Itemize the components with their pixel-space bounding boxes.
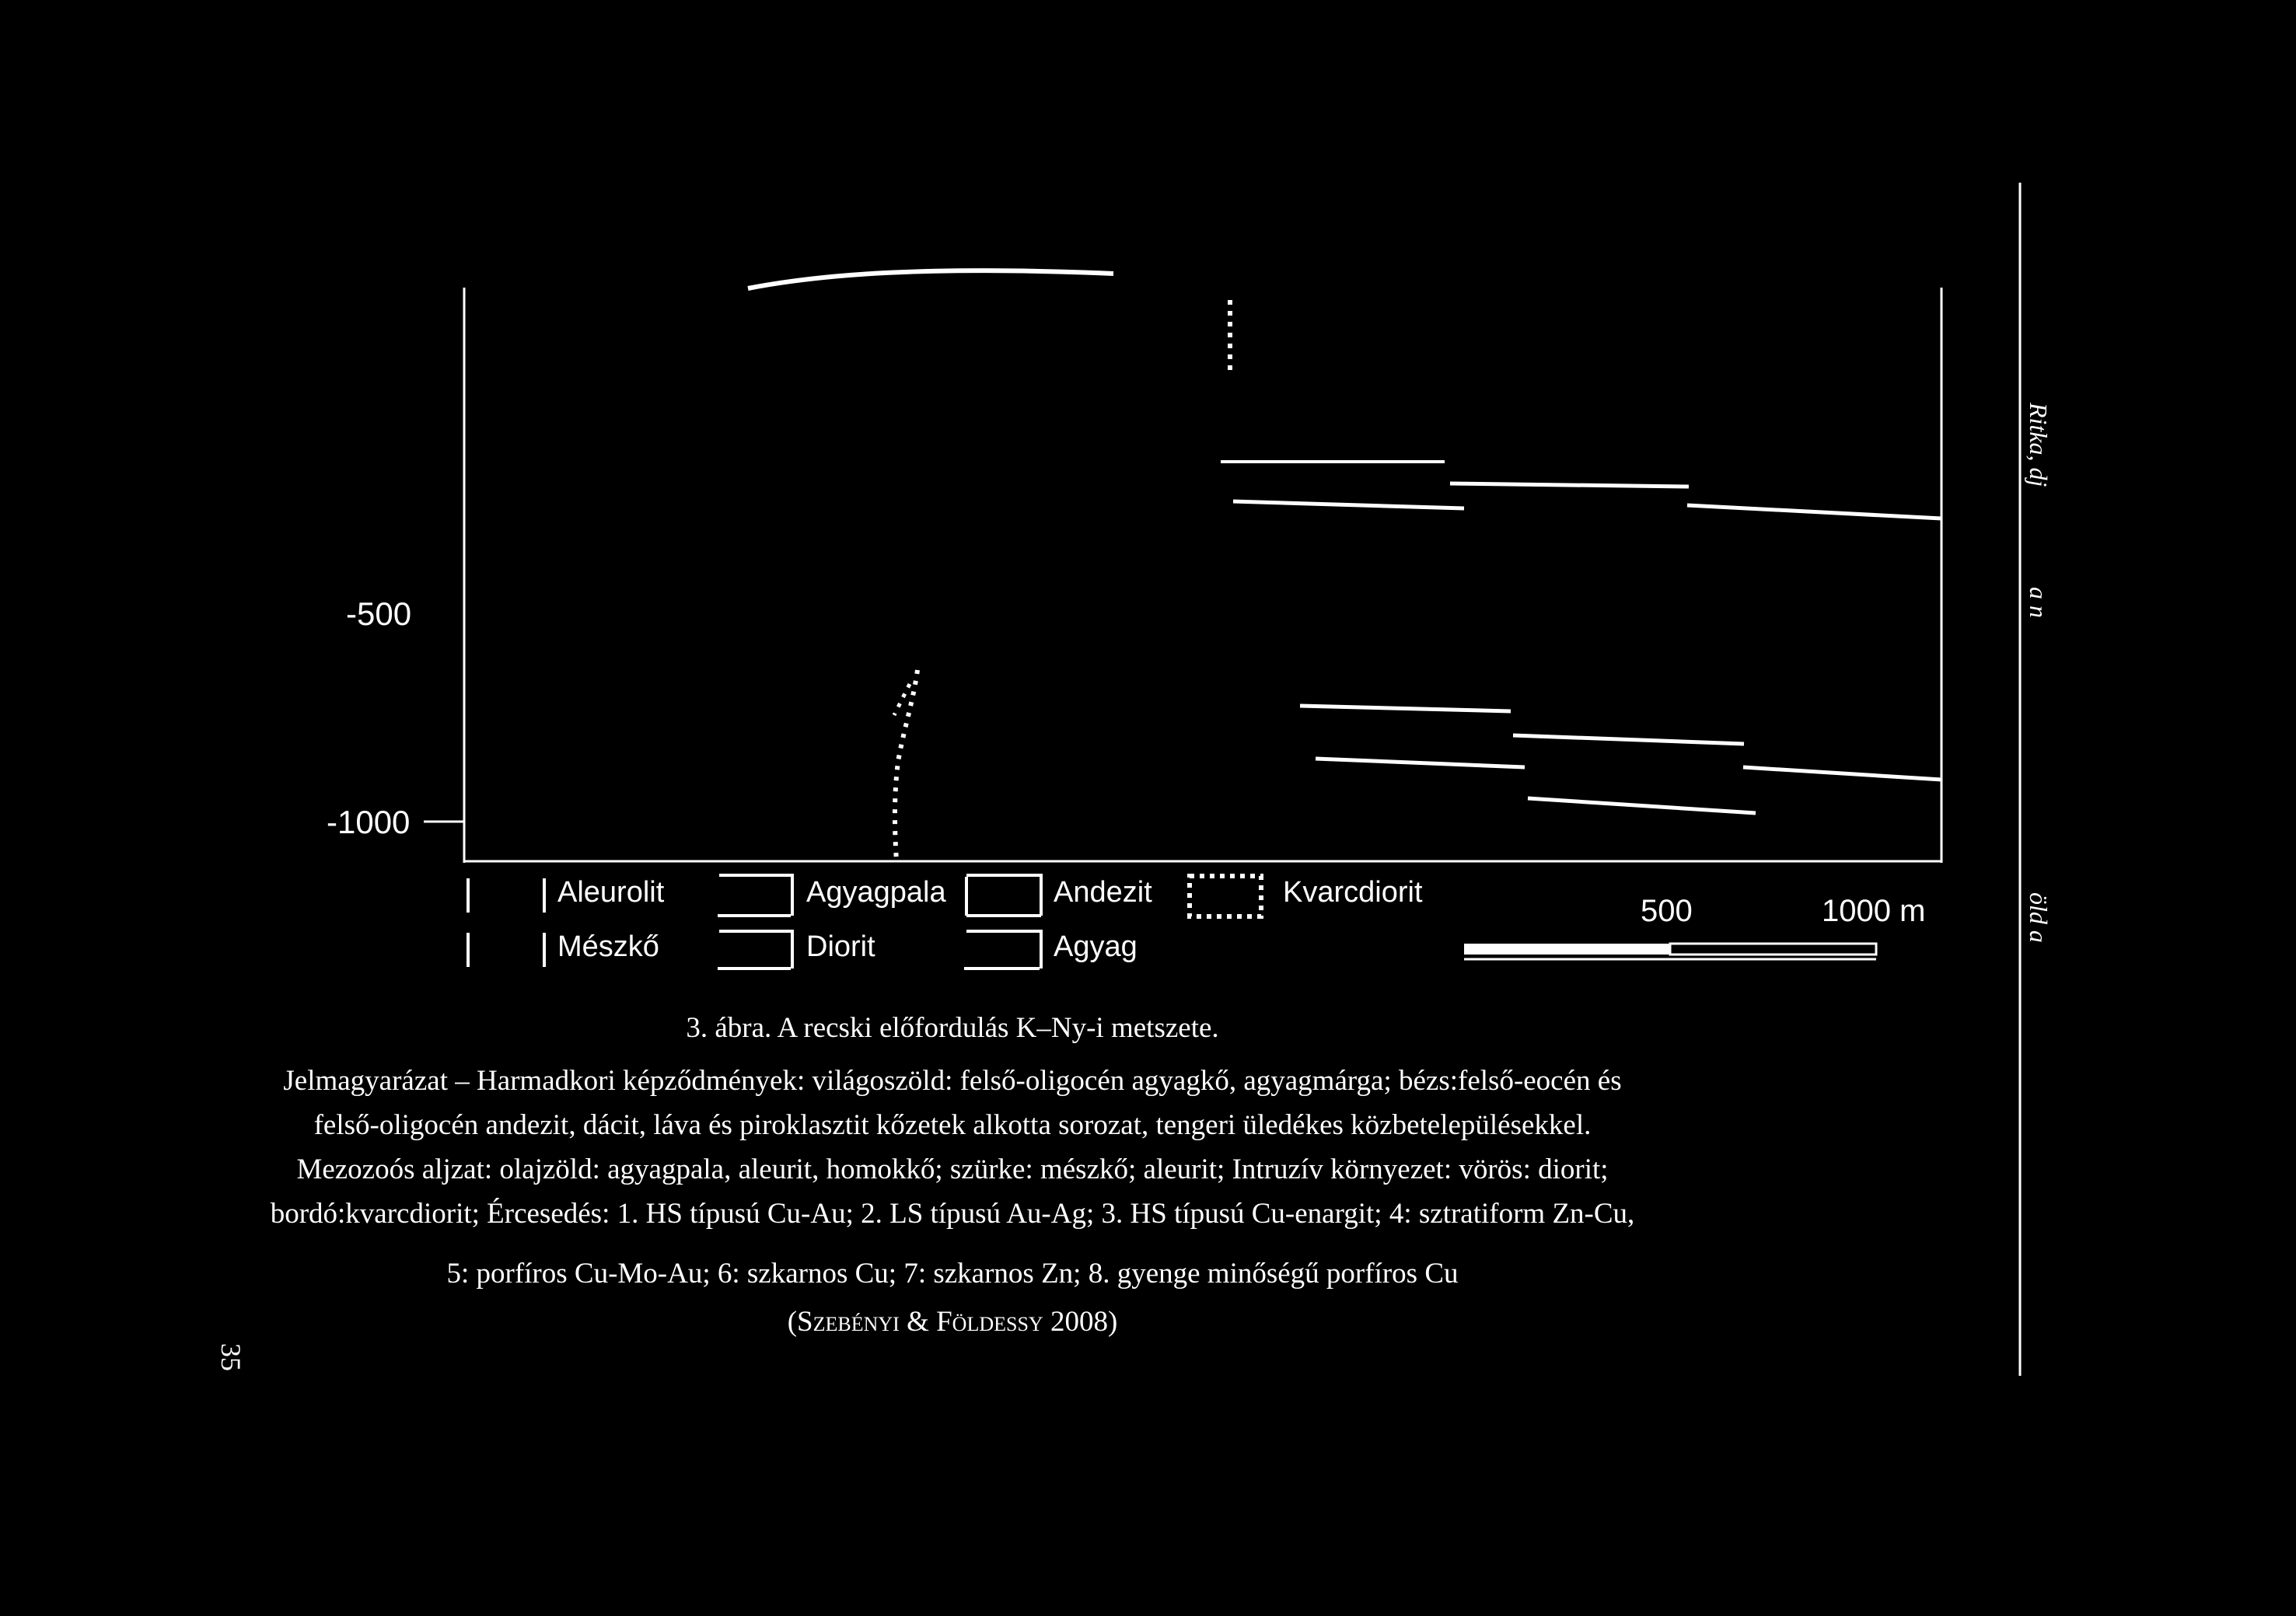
dotted-intrusion-boundary <box>895 670 917 861</box>
figure-caption-line: bordó:kvarcdiorit; Ércesedés: 1. HS típusú Cu-Au; 2. LS típusú Au-Ag; 3. HS típusú Cu-enargit; 4: sztratiform Zn-Cu, <box>270 1198 1635 1230</box>
figure-caption-line: 5: porfíros Cu-Mo-Au; 6: szkarnos Cu; 7: szkarnos Zn; 8. gyenge minőségű porfíros Cu <box>446 1258 1459 1290</box>
figure-caption-line: Mezozoós aljzat: olajzöld: agyagpala, aleurit, homokkő; szürke: mészkő; aleurit; Intruzív környezet: vörös: diorit; <box>296 1154 1609 1185</box>
legend-label-andezit: Andezit <box>1054 876 1152 909</box>
scale-label-1000m: 1000 m <box>1822 894 1926 928</box>
citation-authors: (Szebényi & Földessy <box>787 1306 1043 1338</box>
legend-label-kvarcdiorit: Kvarcdiorit <box>1283 876 1423 909</box>
layer-segment <box>1513 735 1744 744</box>
layer-segment <box>1316 759 1525 767</box>
figure-caption-title: 3. ábra. A recski előfordulás K–Ny-i metszete. <box>686 1012 1219 1044</box>
figure-caption-line: felső-oligocén andezit, dácit, láva és piroklasztit kőzetek alkotta sorozat, tengeri üledékes közbetelepülésekkel. <box>313 1109 1592 1141</box>
layer-segment <box>1450 483 1689 487</box>
layer-segment <box>1233 501 1464 508</box>
layer-segment <box>1743 767 1941 780</box>
legend-label-agyagpala: Agyagpala <box>806 876 946 909</box>
legend-swatch-agyag <box>964 931 1041 969</box>
page-number: 35 <box>215 1343 246 1371</box>
layer-segment <box>1300 706 1511 711</box>
legend-label-aleurolit: Aleurolit <box>557 876 665 909</box>
running-header-mid: a n <box>2025 587 2053 618</box>
y-tick-minus-500: -500 <box>346 595 412 632</box>
scale-bar-filled <box>1464 944 1670 955</box>
topography-line <box>748 270 1113 288</box>
legend-swatch-andezit <box>966 875 1041 916</box>
legend-swatch-kvarcdiorit <box>1190 876 1261 916</box>
legend-swatch-agyagpala <box>718 875 792 916</box>
y-tick-minus-1000: -1000 <box>327 804 411 840</box>
legend-label-meszko: Mészkő <box>557 930 659 963</box>
running-header-top: Ritka, dj <box>2025 403 2053 487</box>
citation-year: 2008) <box>1050 1306 1118 1338</box>
running-header-bottom: öld a <box>2025 892 2053 943</box>
figure-caption-line: Jelmagyarázat – Harmadkori képződmények: világoszöld: felső-oligocén agyagkő, agyagmárga; bézs:felső-eocén és <box>283 1065 1622 1097</box>
legend-label-diorit: Diorit <box>806 930 875 963</box>
scale-bar-open <box>1670 944 1876 955</box>
layer-segment <box>1687 505 1941 518</box>
figure-citation <box>233 1300 1672 1343</box>
layer-segment <box>1528 798 1756 813</box>
dotted-intrusion-branch <box>894 684 910 715</box>
legend-swatch-diorit <box>718 931 792 969</box>
legend-label-agyag: Agyag <box>1054 930 1138 963</box>
scale-label-500: 500 <box>1641 894 1693 928</box>
